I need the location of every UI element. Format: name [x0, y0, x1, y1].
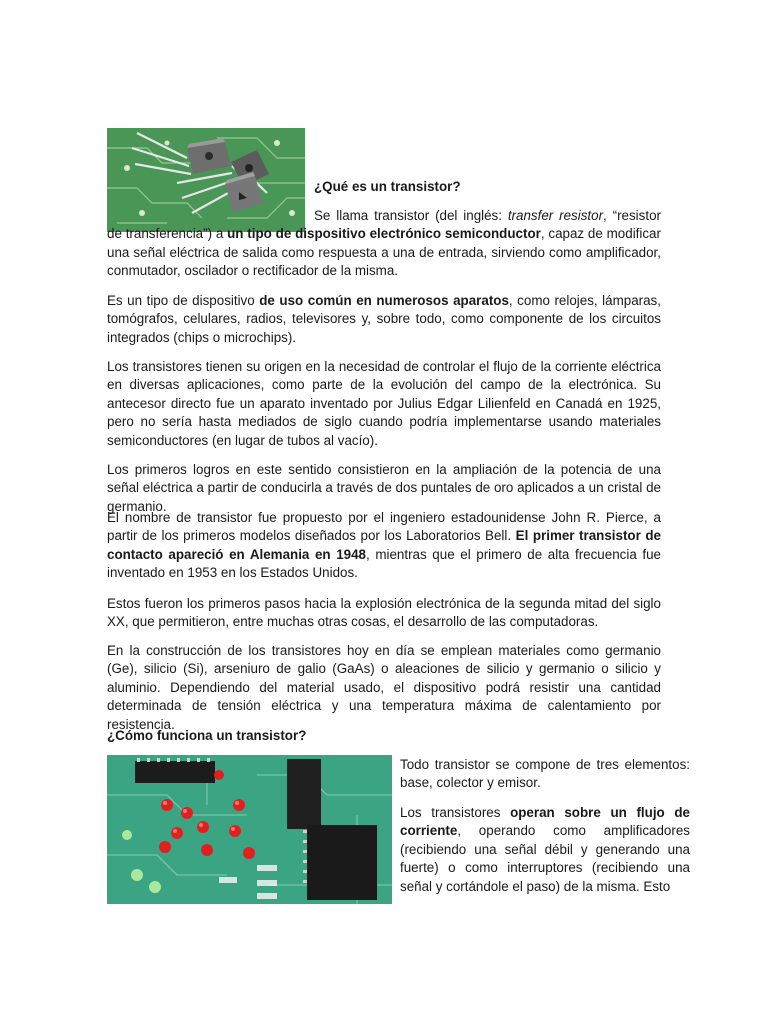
circuit-board-photo: [107, 755, 392, 904]
paragraph-common-use: Es un tipo de dispositivo de uso común en numerosos aparatos, como relojes, lámparas, tomógrafos, celulares, radios, televisores y, sobre todo, como componente de los circuitos integrados (chips o microchips).: [107, 293, 661, 345]
paragraph-name-origin: El nombre de transistor fue propuesto por el ingeniero estadounidense John R. Pierce, a partir de los primeros modelos diseñados por los Laboratorios Bell. El primer transistor de contacto apareció en Alemania en 1948, mientras que el primero de alta frecuencia fue inventado en 1953 en los Estados Unidos.: [107, 510, 661, 581]
paragraph-operation: Los transistores operan sobre un flujo de corriente, operando como amplificadores (recibiendo una señal débil y generando una fuerte) o como interruptores (recibiendo una señal y cortándole el paso) de la misma. Esto: [400, 805, 690, 894]
section-heading-what-is: ¿Qué es un transistor?: [314, 179, 461, 194]
paragraph-materials: En la construcción de los transistores hoy en día se emplean materiales como germanio (Ge), silicio (Si), arseniuro de galio (GaAs) o aleaciones de silicio y germanio o silicio y aluminio. Dependiendo del material usado, el dispositivo podrá resistir una cantidad determinada de tensión eléctrica y una temperatura máxima de calentamiento por resistencia.: [107, 643, 661, 732]
paragraph-electronic-explosion: Estos fueron los primeros pasos hacia la explosión electrónica de la segunda mitad del siglo XX, que permitieron, entre muchas otras cosas, el desarrollo de las computadoras.: [107, 596, 661, 630]
paragraph-first-achievements: Los primeros logros en este sentido consistieron en la ampliación de la potencia de una señal eléctrica a partir de conducirla a través de dos puntales de oro aplicados a un cristal de germanio.: [107, 462, 661, 514]
section-heading-how-it-works: ¿Cómo funciona un transistor?: [107, 728, 307, 743]
paragraph-definition: Se llama transistor (del inglés: transfer resistor, “resistor de transferencia”) a un tipo de dispositivo electrónico semiconductor, capaz de modificar una señal eléctrica de salida como respuesta a una de entrada, sirviendo como amplificador, conmutador, oscilador o rectificador de la misma.: [107, 208, 661, 279]
paragraph-origin: Los transistores tienen su origen en la necesidad de controlar el flujo de la corriente eléctrica en diversas aplicaciones, como parte de la evolución del campo de la electrónica. Su antecesor directo fue un aparato inventado por Julius Edgar Lilienfeld en Canadá en 1925, pero no sería hasta mediados de siglo cuando podría implementarse usando materiales semiconductores (en lugar de tubos al vacío).: [107, 359, 661, 448]
paragraph-three-elements: Todo transistor se compone de tres elementos: base, colector y emisor.: [400, 757, 690, 791]
